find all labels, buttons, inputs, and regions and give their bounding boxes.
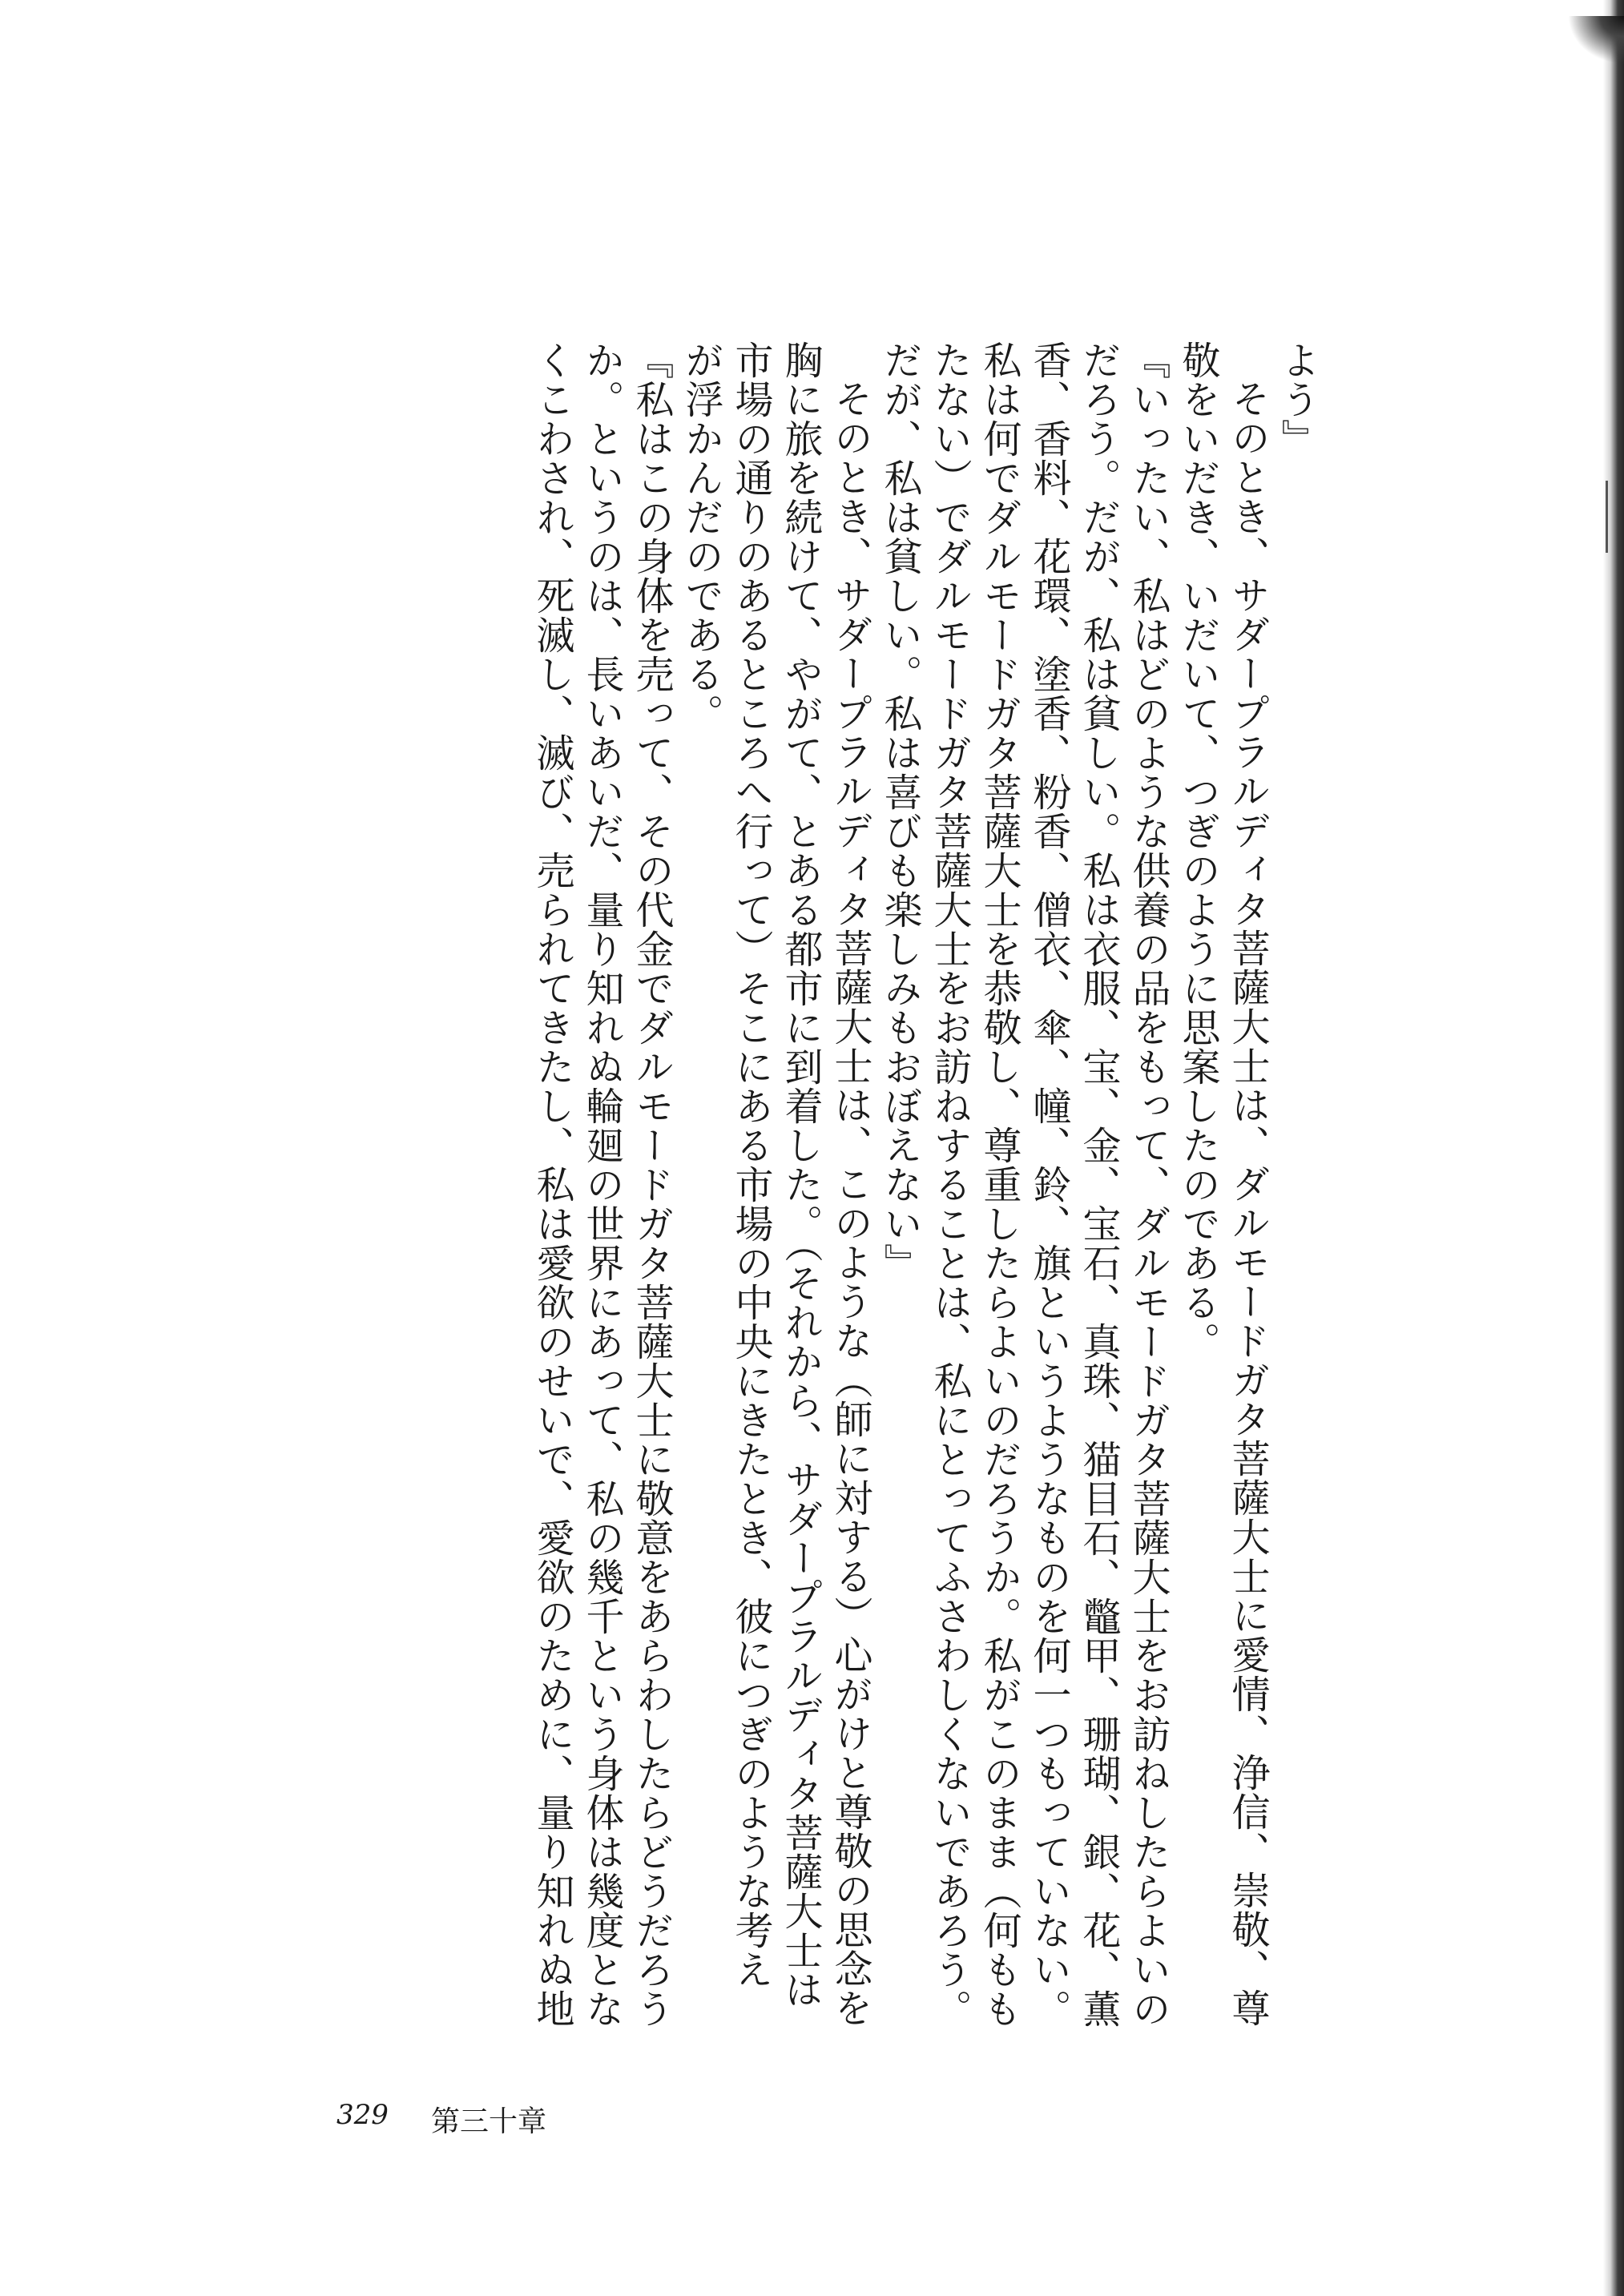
scan-edge-shadow (1603, 0, 1624, 2296)
text-column: 胸に旅を続けて、やがて、とある都市に到着した。（それから、サダープラルディタ菩薩大士は (778, 340, 823, 2009)
text-column: だろう。だが、私は貧しい。私は衣服、宝、金、宝石、真珠、猫目石、鼈甲、珊瑚、銀、花、薫 (1076, 340, 1121, 2028)
text-column: くこわされ、死滅し、滅び、売られてきたし、私は愛欲のせいで、愛欲のために、量り知れぬ地 (530, 340, 574, 2028)
text-column: 私は何でダルモードガタ菩薩大士を恭敬し、尊重したらよいのだろうか。私がこのまま（何もも (977, 340, 1022, 2028)
text-column: が浮かんだのである。 (679, 340, 723, 733)
scan-edge-line (1606, 481, 1608, 553)
chapter-title: 第三十章 (431, 2105, 547, 2138)
text-column: 市場の通りのあるところへ行って）そこにある市場の中央にきたとき、彼につぎのような考え (728, 340, 773, 1989)
text-column: か。というのは、長いあいだ、量り知れぬ輪廻の世界にあって、私の幾千という身体は幾度とな (579, 340, 624, 2028)
vertical-text-body (296, 340, 1322, 2079)
text-column: 『いったい、私はどのような供養の品をもって、ダルモードガタ菩薩大士をお訪ねしたらよいの (1126, 340, 1171, 2028)
text-column: よう』 (1275, 340, 1320, 458)
text-column: 敬をいだき、いだいて、つぎのように思案したのである。 (1175, 340, 1220, 1361)
page-number: 329 (336, 2099, 389, 2131)
scan-edge-mark (1568, 16, 1624, 64)
text-column: だが、私は貧しい。私は喜びも楽しみもおぼえない』 (877, 340, 922, 1283)
text-column: たない）でダルモードガタ菩薩大士をお訪ねすることは、私にとってふさわしくないであろう。 (927, 340, 972, 2028)
text-column: そのとき、サダープラルディタ菩薩大士は、ダルモードガタ菩薩大士に愛情、浄信、崇敬、尊 (1225, 379, 1270, 2028)
text-column: 香、香料、花環、塗香、粉香、僧衣、傘、幢、鈴、旗というようなものを何一つもっていない。 (1026, 340, 1071, 2028)
text-column: 『私はこの身体を売って、その代金でダルモードガタ菩薩大士に敬意をあらわしたらどうだろう (629, 340, 674, 2028)
text-column: そのとき、サダープラルディタ菩薩大士は、このような（師に対する）心がけと尊敬の思念を (828, 379, 872, 2028)
